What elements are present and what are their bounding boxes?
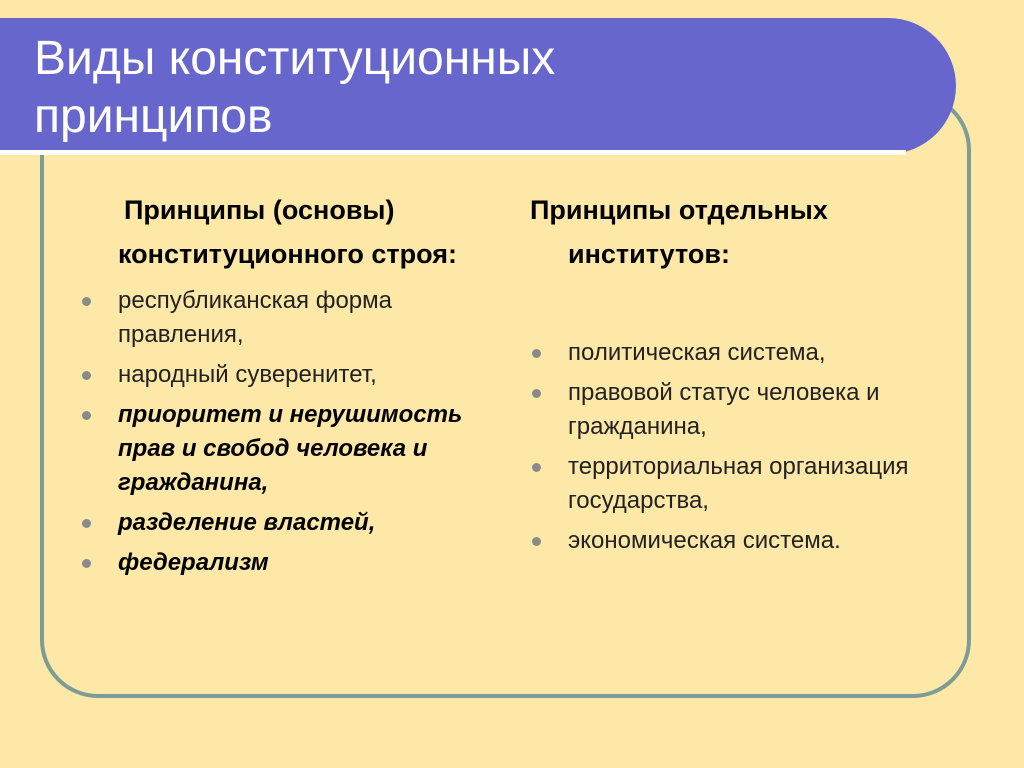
list-item xyxy=(80,358,480,392)
bullet-icon xyxy=(532,463,541,472)
left-column xyxy=(80,188,480,586)
right-column-list xyxy=(530,336,950,558)
bullet-icon xyxy=(532,349,541,358)
list-item xyxy=(530,450,950,518)
list-item xyxy=(530,376,950,444)
bullet-icon xyxy=(82,411,91,420)
list-item-text: правовой статус человека и гражданина, xyxy=(568,379,880,440)
bullet-icon xyxy=(532,537,541,546)
list-item-text: приоритет и нерушимость прав и свобод человека и гражданина, xyxy=(118,401,463,496)
bullet-icon xyxy=(82,559,91,568)
list-item-text: разделение властей, xyxy=(118,509,376,536)
bullet-icon xyxy=(82,371,91,380)
list-item xyxy=(80,284,480,352)
title-underline xyxy=(0,150,906,155)
right-column-heading: Принципы отдельных институтов: xyxy=(530,195,828,269)
list-item xyxy=(530,336,950,370)
bullet-icon xyxy=(82,297,91,306)
list-item xyxy=(80,506,480,540)
left-column-heading: Принципы (основы) конституционного строя: xyxy=(118,195,458,269)
list-item-text: республиканская форма правления, xyxy=(118,287,392,348)
left-column-list xyxy=(80,284,480,580)
list-item-text: экономическая система. xyxy=(568,527,841,554)
bullet-icon xyxy=(82,519,91,528)
list-item-text: территориальная организация государства, xyxy=(568,453,909,514)
list-item xyxy=(80,546,480,580)
list-item xyxy=(530,524,950,558)
list-item-text: федерализм xyxy=(118,549,269,576)
list-item-text: народный суверенитет, xyxy=(118,361,377,388)
list-item-text: политическая система, xyxy=(568,339,826,366)
bullet-icon xyxy=(532,389,541,398)
list-item xyxy=(80,398,480,500)
slide-title: Виды конституционных принципов xyxy=(34,32,556,143)
title-bar xyxy=(0,18,956,154)
right-column xyxy=(530,188,950,564)
